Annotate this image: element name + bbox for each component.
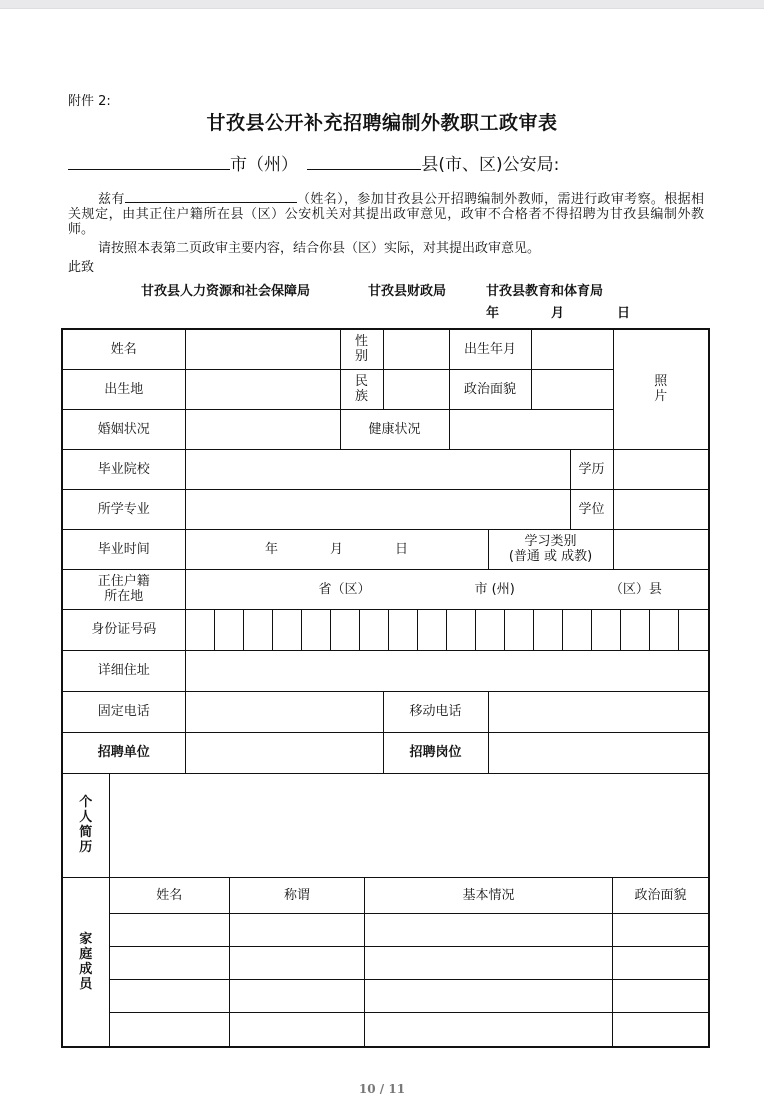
- id-digit-cell[interactable]: [273, 610, 302, 650]
- study-type-line-2: (普通 或 成教): [508, 549, 593, 564]
- education-input[interactable]: [613, 449, 709, 489]
- address-line: [68, 150, 559, 175]
- date-year: 年: [486, 306, 500, 321]
- id-digit-cell[interactable]: [476, 610, 505, 650]
- family-cell[interactable]: [110, 1013, 230, 1046]
- date-day: 日: [617, 306, 631, 321]
- id-digit-cell[interactable]: [534, 610, 563, 650]
- mobile-input[interactable]: [488, 691, 709, 732]
- family-header-info: 基本情况: [365, 878, 613, 914]
- family-row: [110, 980, 709, 1013]
- county-blank[interactable]: [307, 153, 421, 170]
- family-cell[interactable]: [110, 914, 230, 947]
- id-digit-cell[interactable]: [389, 610, 418, 650]
- household-input[interactable]: [185, 569, 709, 609]
- photo-label: 照片: [654, 374, 668, 405]
- position-label: 招聘岗位: [383, 732, 488, 773]
- landline-label: 固定电话: [62, 691, 185, 732]
- city-label-form: 市 (州): [474, 581, 515, 597]
- school-input[interactable]: [185, 449, 570, 489]
- sender-education-bureau: 甘孜县教育和体育局: [486, 284, 604, 299]
- major-input[interactable]: [185, 489, 570, 529]
- unit-label: 招聘单位: [62, 732, 185, 773]
- family-cell[interactable]: [230, 914, 365, 947]
- address-label: 详细住址: [62, 650, 185, 691]
- resume-label-text: 个人简历: [79, 795, 93, 855]
- position-input[interactable]: [488, 732, 709, 773]
- id-number-label: 身份证号码: [62, 609, 185, 650]
- study-type-label: [488, 529, 613, 569]
- id-digit-cell[interactable]: [186, 610, 215, 650]
- household-label: [62, 569, 185, 609]
- major-label: 所学专业: [62, 489, 185, 529]
- family-row: [110, 947, 709, 980]
- family-cell[interactable]: [613, 1013, 709, 1046]
- id-digit-table: [186, 610, 709, 650]
- id-digit-cell[interactable]: [592, 610, 621, 650]
- city-blank[interactable]: [68, 153, 214, 170]
- graduation-time-label: 毕业时间: [62, 529, 185, 569]
- date-month: 月: [551, 306, 565, 321]
- id-digit-cell[interactable]: [244, 610, 273, 650]
- gender-label: 性别: [340, 329, 383, 369]
- mobile-label: 移动电话: [383, 691, 488, 732]
- family-cell[interactable]: [110, 980, 230, 1013]
- family-cell[interactable]: [365, 1013, 613, 1046]
- family-cell[interactable]: [613, 914, 709, 947]
- birth-date-input[interactable]: [531, 329, 613, 369]
- name-label: 姓名: [62, 329, 185, 369]
- resume-label: [62, 773, 109, 877]
- page-title: 甘孜县公开补充招聘编制外教职工政审表: [206, 112, 558, 134]
- political-status-label: 政治面貌: [449, 369, 531, 409]
- name-input[interactable]: [185, 329, 340, 369]
- family-grid: [109, 877, 709, 1047]
- birth-date-label: 出生年月: [449, 329, 531, 369]
- family-cell[interactable]: [613, 980, 709, 1013]
- id-digit-cell[interactable]: [331, 610, 360, 650]
- address-input[interactable]: [185, 650, 709, 691]
- id-digit-cell[interactable]: [302, 610, 331, 650]
- viewer-toolbar: [0, 0, 764, 9]
- family-row: [110, 914, 709, 947]
- sender-hr-bureau: 甘孜县人力资源和社会保障局: [141, 284, 311, 299]
- county-label: 县(市、区)公安局:: [421, 155, 560, 175]
- family-cell[interactable]: [365, 980, 613, 1013]
- family-cell[interactable]: [110, 947, 230, 980]
- closing-text: 此致: [68, 260, 95, 275]
- city-label: 市（州）: [230, 155, 298, 175]
- id-digit-cell[interactable]: [563, 610, 592, 650]
- education-label: 学历: [570, 449, 613, 489]
- id-digit-cell[interactable]: [621, 610, 650, 650]
- household-line-1: 正住户籍: [97, 574, 150, 589]
- review-form-table: [61, 328, 710, 1048]
- id-digit-cell[interactable]: [650, 610, 679, 650]
- marital-status-label: 婚姻状况: [62, 409, 185, 449]
- landline-input[interactable]: [185, 691, 383, 732]
- health-status-label: 健康状况: [340, 409, 449, 449]
- unit-input[interactable]: [185, 732, 383, 773]
- sender-finance-bureau: 甘孜县财政局: [368, 284, 447, 299]
- family-label: [62, 877, 109, 1047]
- province-label: 省（区）: [318, 581, 371, 597]
- page-number: 10 / 11: [358, 1082, 406, 1096]
- ethnicity-input[interactable]: [383, 369, 449, 409]
- district-label: （区）县: [609, 581, 662, 597]
- family-header-relation: 称谓: [230, 878, 365, 914]
- household-line-2: 所在地: [104, 589, 144, 604]
- city-blank-short[interactable]: [214, 153, 230, 170]
- para1-rest: （姓名），参加甘孜县公开招聘编制外教师，需进行政审考察。根据相关规定，由其正住户籍所在县（区）公安机关对其提出政审意见，政审不合格者不得招聘为甘孜县编制外教师。: [68, 192, 704, 237]
- family-header-name: 姓名: [110, 878, 230, 914]
- degree-input[interactable]: [613, 489, 709, 529]
- id-digit-cell[interactable]: [679, 610, 708, 650]
- study-type-line-1: 学习类别: [524, 534, 577, 549]
- family-cell[interactable]: [230, 980, 365, 1013]
- attachment-label: 附件 2:: [68, 94, 111, 109]
- family-cell[interactable]: [365, 947, 613, 980]
- para1-prefix: 兹有: [98, 192, 125, 207]
- family-cell[interactable]: [230, 1013, 365, 1046]
- resume-input[interactable]: [109, 773, 709, 877]
- id-number-grid: [185, 609, 709, 650]
- school-label: 毕业院校: [62, 449, 185, 489]
- marital-status-input[interactable]: [185, 409, 340, 449]
- photo-box[interactable]: [613, 329, 709, 449]
- family-row: [110, 1013, 709, 1046]
- family-cell[interactable]: [613, 947, 709, 980]
- degree-label: 学位: [570, 489, 613, 529]
- family-table: [110, 878, 709, 1046]
- ethnicity-label: 民族: [340, 369, 383, 409]
- gender-input[interactable]: [383, 329, 449, 369]
- family-header-political: 政治面貌: [613, 878, 709, 914]
- family-label-text: 家庭成员: [79, 931, 93, 992]
- name-blank[interactable]: [125, 190, 297, 203]
- health-status-input[interactable]: [449, 409, 613, 449]
- graduation-time-input[interactable]: [185, 529, 488, 569]
- id-digit-cell[interactable]: [505, 610, 534, 650]
- graduation-day: 日: [395, 541, 409, 557]
- political-status-input[interactable]: [531, 369, 613, 409]
- id-digit-cell[interactable]: [360, 610, 389, 650]
- birthplace-input[interactable]: [185, 369, 340, 409]
- birthplace-label: 出生地: [62, 369, 185, 409]
- family-cell[interactable]: [365, 914, 613, 947]
- id-digit-cell[interactable]: [447, 610, 476, 650]
- graduation-month: 月: [330, 541, 344, 557]
- study-type-input[interactable]: [613, 529, 709, 569]
- body-paragraph-2: 请按照本表第二页政审主要内容，结合你县（区）实际，对其提出政审意见。: [98, 241, 541, 256]
- body-paragraph-1: [68, 190, 704, 237]
- id-digit-cell[interactable]: [418, 610, 447, 650]
- family-cell[interactable]: [230, 947, 365, 980]
- id-digit-cell[interactable]: [215, 610, 244, 650]
- graduation-year: 年: [264, 541, 278, 557]
